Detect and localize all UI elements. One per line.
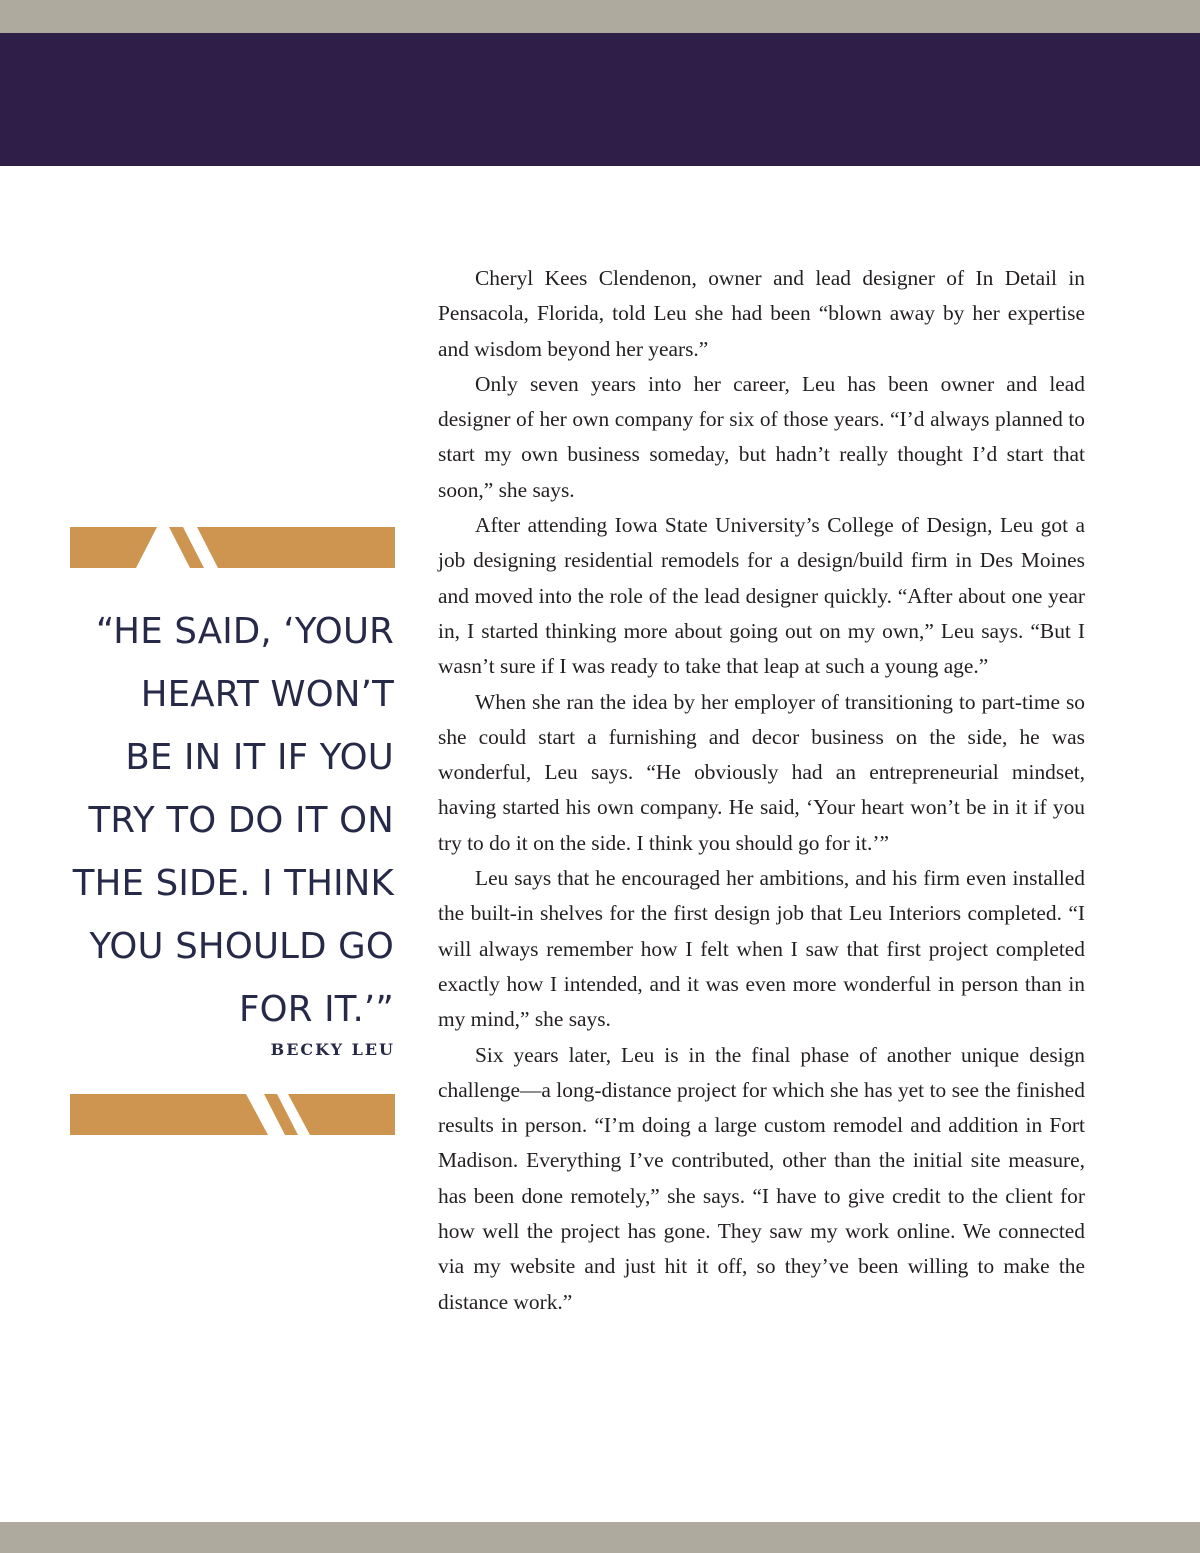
article-paragraph: When she ran the idea by her employer of transitioning to part-time so she could start a furnishing and decor business on the side, he was wonderful, Leu says. “He obviously had an entrepreneurial mindset, having started his own company. He said, ‘Your heart won’t be in it if you try to do it on the side. I think you should go for it.’” <box>438 689 1085 855</box>
top-frame-strip <box>0 0 1200 33</box>
pull-quote-attribution: BECKY LEU <box>270 1040 395 1059</box>
pull-quote-line: FOR IT.’” <box>238 989 394 1030</box>
pull-quote-line: BE IN IT IF YOU <box>125 737 394 778</box>
pull-quote-line: THE SIDE. I THINK <box>72 863 394 904</box>
article-paragraph: Six years later, Leu is in the final phase of another unique design challenge—a long-distance project for which she has yet to see the finished results in person. “I’m doing a large custom remodel and addition in Fort Madison. Everything I’ve contributed, other than the initial site measure, has been done remotely,” she says. “I have to give credit to the client for how well the project has gone. They saw my work online. We connected via my website and just hit it off, so they’ve been willing to make the distance work.” <box>438 1042 1085 1314</box>
pullquote-top-stripe-bar <box>70 527 395 568</box>
pull-quote-line: HEART WON’T <box>140 674 394 715</box>
pullquote-bottom-stripe-bar <box>70 1094 395 1135</box>
article-paragraph: Cheryl Kees Clendenon, owner and lead designer of In Detail in Pensacola, Florida, told Leu she had been “blown away by her expertise and wisdom beyond her years.” <box>438 266 1085 361</box>
article-paragraph: Only seven years into her career, Leu has been owner and lead designer of her own company for six of those years. “I’d always planned to start my own business someday, but hadn’t really thought I’d start that soon,” she says. <box>438 371 1085 502</box>
bottom-frame-strip <box>0 1522 1200 1553</box>
pull-quote <box>40 600 394 1041</box>
article-paragraph: After attending Iowa State University’s College of Design, Leu got a job designing residential remodels for a design/build firm in Des Moines and moved into the role of the lead designer quickly. “After about one year in, I started thinking more about going out on my own,” Leu says. “But I wasn’t sure if I was ready to take that leap at such a young age.” <box>438 513 1085 679</box>
pull-quote-line: “HE SAID, ‘YOUR <box>95 611 394 652</box>
pull-quote-line: YOU SHOULD GO <box>89 926 394 967</box>
header-band <box>0 33 1200 166</box>
article-paragraph: Leu says that he encouraged her ambitions, and his firm even installed the built-in shelves for the first design job that Leu Interiors completed. “I will always remember how I felt when I saw that first project completed exactly how I intended, and it was even more wonderful in person than in my mind,” she says. <box>438 866 1085 1032</box>
pull-quote-line: TRY TO DO IT ON <box>88 800 394 841</box>
article-body <box>438 261 1085 1320</box>
